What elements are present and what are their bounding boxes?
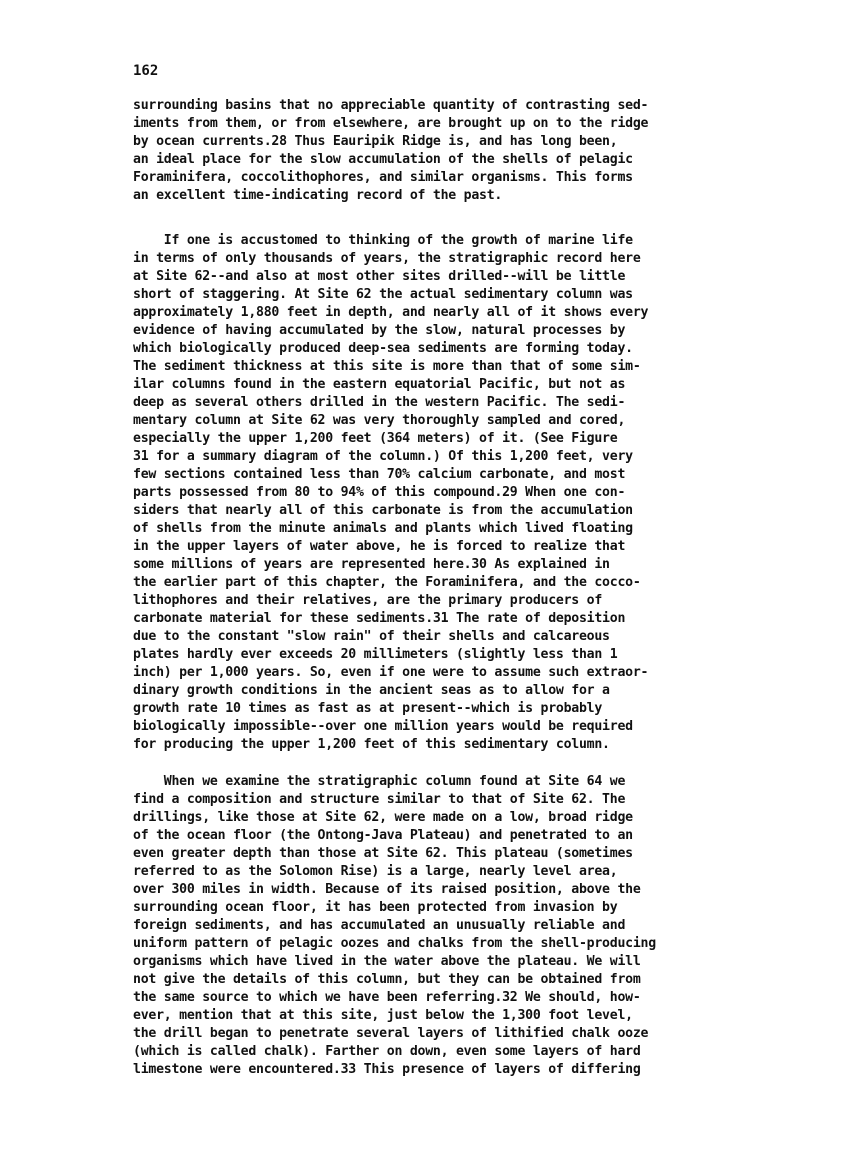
text-line: lithophores and their relatives, are the primary producers of	[133, 593, 603, 608]
text-line: surrounding basins that no appreciable quantity of contrasting sed-	[133, 98, 649, 113]
text-line: limestone were encountered.33 This presence of layers of differing	[133, 1062, 641, 1077]
text-line: which biologically produced deep-sea sediments are forming today.	[133, 341, 633, 356]
text-line: referred to as the Solomon Rise) is a large, nearly level area,	[133, 864, 618, 879]
text-line: deep as several others drilled in the western Pacific. The sedi-	[133, 395, 626, 410]
text-line: parts possessed from 80 to 94% of this compound.29 When one con-	[133, 485, 626, 500]
text-line: due to the constant "slow rain" of their shells and calcareous	[133, 629, 610, 644]
paragraph-1	[133, 97, 723, 205]
text-line: ilar columns found in the eastern equatorial Pacific, but not as	[133, 377, 626, 392]
text-line: surrounding ocean floor, it has been protected from invasion by	[133, 900, 618, 915]
paragraph-2	[133, 232, 723, 754]
text-line: of the ocean floor (the Ontong-Java Plateau) and penetrated to an	[133, 828, 633, 843]
text-line: few sections contained less than 70% calcium carbonate, and most	[133, 467, 626, 482]
paragraph-3	[133, 773, 723, 1079]
text-line: of shells from the minute animals and plants which lived floating	[133, 521, 633, 536]
text-line: some millions of years are represented here.30 As explained in	[133, 557, 610, 572]
text-line: the same source to which we have been referring.32 We should, how-	[133, 990, 641, 1005]
text-line: approximately 1,880 feet in depth, and nearly all of it shows every	[133, 305, 649, 320]
text-line: (which is called chalk). Farther on down, even some layers of hard	[133, 1044, 641, 1059]
text-line: even greater depth than those at Site 62. This plateau (sometimes	[133, 846, 633, 861]
text-line: by ocean currents.28 Thus Eauripik Ridge is, and has long been,	[133, 134, 618, 149]
text-line: the drill began to penetrate several layers of lithified chalk ooze	[133, 1026, 649, 1041]
text-line: uniform pattern of pelagic oozes and chalks from the shell-producing	[133, 936, 656, 951]
text-line: foreign sediments, and has accumulated an unusually reliable and	[133, 918, 626, 933]
text-line: for producing the upper 1,200 feet of this sedimentary column.	[133, 737, 610, 752]
text-line: find a composition and structure similar to that of Site 62. The	[133, 792, 626, 807]
text-line: in the upper layers of water above, he is forced to realize that	[133, 539, 626, 554]
text-line: dinary growth conditions in the ancient seas as to allow for a	[133, 683, 610, 698]
text-line: short of staggering. At Site 62 the actual sedimentary column was	[133, 287, 633, 302]
text-line: Foraminifera, coccolithophores, and similar organisms. This forms	[133, 170, 633, 185]
text-line: When we examine the stratigraphic column found at Site 64 we	[133, 774, 626, 789]
text-line: plates hardly ever exceeds 20 millimeters (slightly less than 1	[133, 647, 618, 662]
text-line: If one is accustomed to thinking of the growth of marine life	[133, 233, 633, 248]
text-line: not give the details of this column, but they can be obtained from	[133, 972, 641, 987]
text-line: inch) per 1,000 years. So, even if one were to assume such extraor-	[133, 665, 649, 680]
text-line: 31 for a summary diagram of the column.) Of this 1,200 feet, very	[133, 449, 633, 464]
text-line: an excellent time-indicating record of the past.	[133, 188, 503, 203]
text-line: growth rate 10 times as fast as at present--which is probably	[133, 701, 603, 716]
text-line: especially the upper 1,200 feet (364 meters) of it. (See Figure	[133, 431, 618, 446]
text-line: organisms which have lived in the water above the plateau. We will	[133, 954, 641, 969]
text-line: an ideal place for the slow accumulation of the shells of pelagic	[133, 152, 633, 167]
text-line: the earlier part of this chapter, the Foraminifera, and the cocco-	[133, 575, 641, 590]
text-line: ever, mention that at this site, just below the 1,300 foot level,	[133, 1008, 633, 1023]
text-line: The sediment thickness at this site is more than that of some sim-	[133, 359, 641, 374]
text-line: in terms of only thousands of years, the stratigraphic record here	[133, 251, 641, 266]
text-line: at Site 62--and also at most other sites drilled--will be little	[133, 269, 626, 284]
text-line: siders that nearly all of this carbonate is from the accumulation	[133, 503, 633, 518]
text-line: mentary column at Site 62 was very thoroughly sampled and cored,	[133, 413, 626, 428]
text-line: drillings, like those at Site 62, were made on a low, broad ridge	[133, 810, 633, 825]
text-line: evidence of having accumulated by the slow, natural processes by	[133, 323, 626, 338]
page-number: 162	[133, 63, 159, 79]
text-line: iments from them, or from elsewhere, are brought up on to the ridge	[133, 116, 649, 131]
text-line: biologically impossible--over one million years would be required	[133, 719, 633, 734]
text-line: carbonate material for these sediments.31 The rate of deposition	[133, 611, 626, 626]
text-line: over 300 miles in width. Because of its raised position, above the	[133, 882, 641, 897]
